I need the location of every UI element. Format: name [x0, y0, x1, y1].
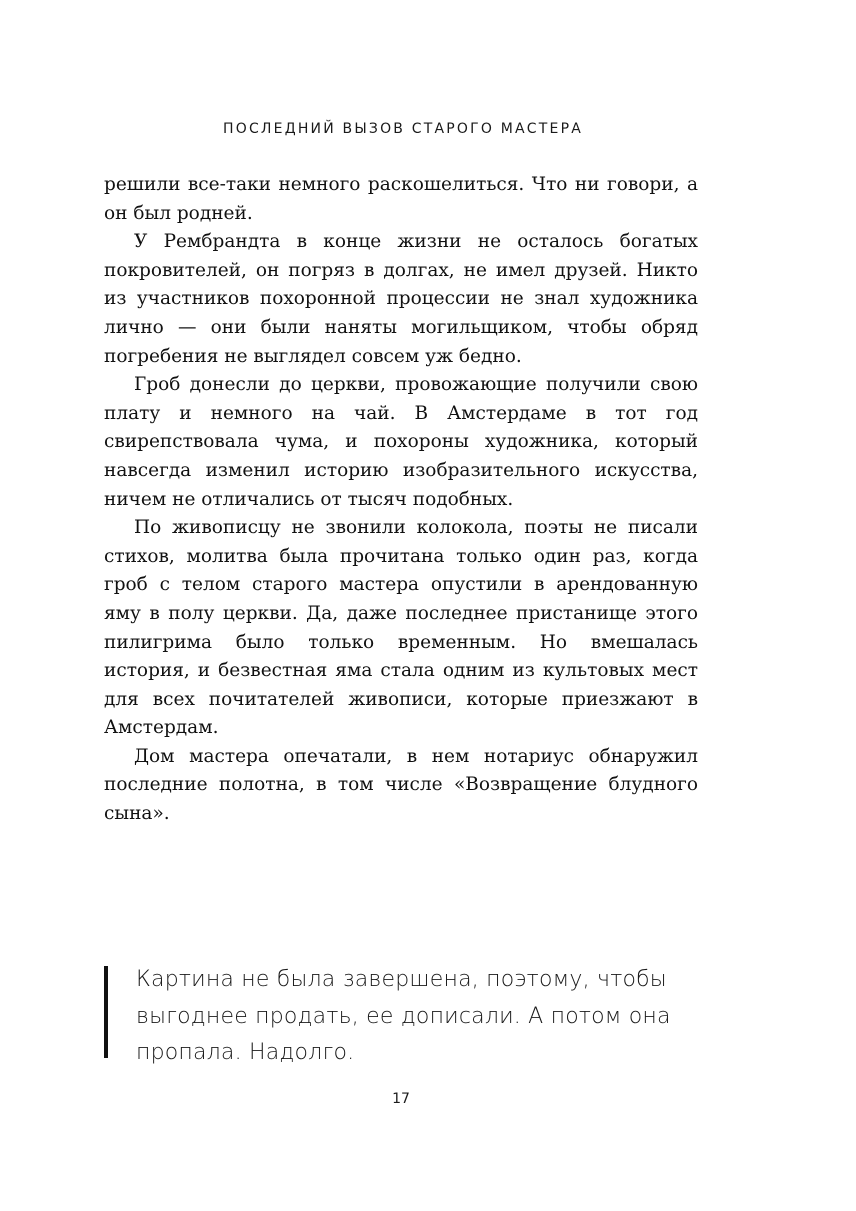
paragraph-3: Гроб донесли до церкви, провожающие получили свою плату и немного на чай. В Амстердаме в тот год свирепствовала чума, и похороны художника, который навсегда изменил историю изобразительного искусства, ничем не отличались от тысяч подобных. — [104, 374, 698, 510]
body-text — [104, 171, 698, 829]
running-head: ПОСЛЕДНИЙ ВЫЗОВ СТАРОГО МАСТЕРА — [223, 121, 583, 137]
paragraph-4: По живописцу не звонили колокола, поэты не писали стихов, молитва была прочитана только один раз, когда гроб с телом старого мастера опустили в арендованную яму в полу церкви. Да, даже последнее пристанище этого пилигрима было только временным. Но вмешалась история, и безвестная яма стала одним из культовых мест для всех почитателей живописи, которые приезжают в Амстердам. — [104, 517, 698, 739]
page-number: 17 — [392, 1091, 410, 1107]
pullquote — [104, 962, 704, 1065]
paragraph-1: решили все-таки немного раскошелиться. Что ни говори, а он был родней. — [104, 174, 698, 224]
pullquote-text: Картина не была завершена, поэтому, чтобы выгоднее продать, ее дописали. А потом она пропала. Надолго. — [136, 967, 671, 1065]
pullquote-bar — [104, 966, 108, 1058]
paragraph-5: Дом мастера опечатали, в нем нотариус обнаружил последние полотна, в том числе «Возвращение блудного сына». — [104, 745, 698, 825]
paragraph-2: У Рембрандта в конце жизни не осталось богатых покровителей, он погряз в долгах, не имел друзей. Никто из участников похоронной процессии не знал художника лично — они были наняты могильщиком, чтобы обряд погребения не выглядел совсем уж бедно. — [104, 231, 698, 367]
